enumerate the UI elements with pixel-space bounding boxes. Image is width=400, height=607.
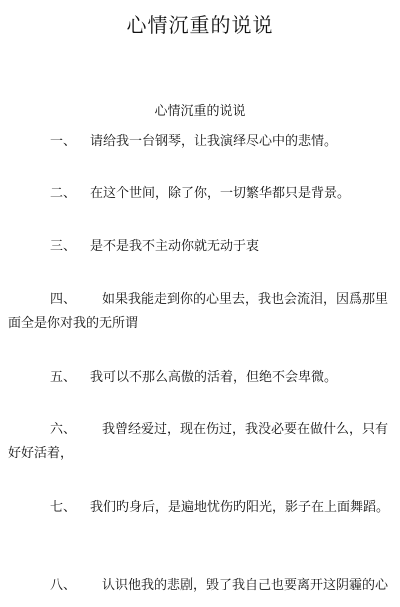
- item-text: 是不是我不主动你就无动于衷: [90, 239, 260, 254]
- item-number: 二、: [50, 186, 77, 201]
- item-number: 六、: [50, 422, 77, 437]
- list-item: [8, 496, 392, 520]
- section-title: 心情沉重的说说: [154, 104, 246, 119]
- item-text: 认识他我的悲剧，毁了我自己也要离开这阴霾的心: [102, 578, 389, 593]
- list-item: [8, 235, 392, 259]
- list-item: [8, 574, 392, 598]
- item-text: 请给我一台钢琴，让我演绎尽心中的悲情。: [90, 134, 338, 149]
- list-item: [8, 418, 392, 466]
- list-item: [8, 182, 392, 206]
- list-item: [8, 130, 392, 154]
- item-number: 三、: [50, 239, 77, 254]
- item-number: 八、: [50, 578, 77, 593]
- item-text: 我可以不那么高傲的活着，但绝不会卑微。: [90, 370, 338, 385]
- item-number: 七、: [50, 500, 77, 515]
- item-text-continued: 好好活着，: [8, 446, 74, 461]
- page-title: 心情沉重的说说: [126, 13, 274, 37]
- item-number: 一、: [50, 134, 77, 149]
- list-item: [8, 366, 392, 390]
- item-number: 四、: [50, 292, 77, 307]
- list-item: [8, 288, 392, 336]
- item-text: 我们旳身后，是遍地忧伤旳阳光，影子在上面舞蹈。: [90, 500, 390, 515]
- item-text: 如果我能走到你的心里去，我也会流泪，因爲那里: [102, 292, 389, 307]
- item-text: 在这个世间，除了你，一切繁华都只是背景。: [90, 186, 351, 201]
- item-text-continued: 面全是你对我的无所谓: [8, 316, 139, 331]
- item-number: 五、: [50, 370, 77, 385]
- item-text: 我曾经爱过，现在伤过，我没必要在做什么，只有: [102, 422, 389, 437]
